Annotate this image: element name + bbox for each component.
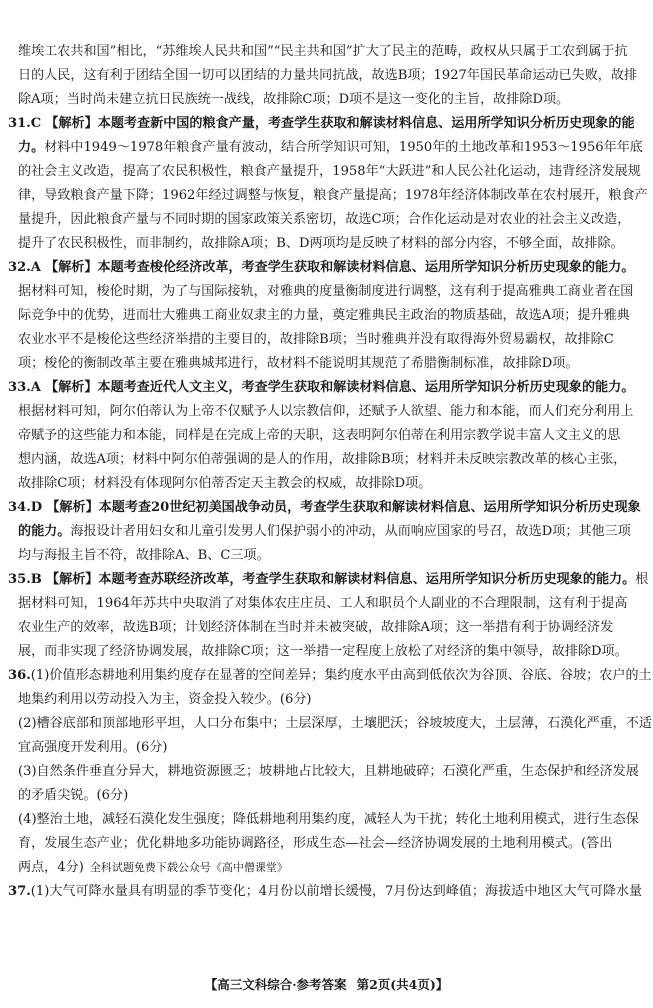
text-line <box>8 232 644 256</box>
analysis-tag: 【解析】 <box>46 572 99 587</box>
text-line <box>8 424 644 448</box>
analysis-tag: 【解析】 <box>45 380 98 395</box>
question-number: 31. <box>8 116 31 131</box>
line-text: 两点，4分) <box>18 860 84 875</box>
bold-text: 力。 <box>18 140 45 155</box>
analysis-tag: 【解析】 <box>45 260 98 275</box>
text-line <box>8 400 644 424</box>
footer-title: 【高三文科综合·参考答案 <box>204 977 347 992</box>
line-text: 提升了农民积极性，而非制约，故排除A项；B、D两项均是反映了材料的部分内容，不够全面，故排除。 <box>18 236 624 251</box>
text-line <box>8 328 644 352</box>
text-line <box>8 616 644 640</box>
text-line <box>8 64 644 88</box>
bold-text: 本题考查近代人文主义，考查学生获取和解读材料信息、运用所学知识分析历史现象的能力。 <box>97 380 635 395</box>
text-line <box>8 184 648 208</box>
text-line <box>8 136 644 160</box>
text-line <box>8 472 644 496</box>
text-line <box>8 280 644 304</box>
line-text: 项；梭伦的衡制改革主要在雅典城邦进行，故材料不能说明其规范了希腊衡制标准，故排除D项。 <box>18 356 579 371</box>
bold-text: 的能力。 <box>18 524 71 539</box>
question-number: 34. <box>8 500 31 515</box>
line-text: (2)槽谷底部和顶部地形平坦，人口分布集中；土层深厚，土壤肥沃；谷坡坡度大，土层薄，石漠化严重，不适 <box>18 716 652 731</box>
line-text: (4)整治土地，减轻石漠化发生强度；降低耕地利用集约度，减轻人为干扰；转化土地利用模式，进行生态保 <box>18 812 639 827</box>
text-line <box>8 664 652 688</box>
footer-page-number: 第2页(共4页)】 <box>356 977 449 992</box>
line-text: 际竞争中的优势，进而壮大雅典工商业奴隶主的力量，奠定雅典民主政治的物质基础，故选A项；提升雅典 <box>18 308 630 323</box>
text-line <box>8 208 644 232</box>
text-line <box>8 160 644 184</box>
bold-text: 本题考查20世纪初美国战争动员，考查学生获取和解读材料信息、运用所学知识分析历史现象 <box>98 500 641 515</box>
line-text: 故排除C项；材料没有体现阿尔伯蒂否定天主教会的权威，故排除D项。 <box>18 476 432 491</box>
text-line <box>8 832 644 856</box>
line-text: 地集约利用以劳动投入为主，资金投入较少。(6分) <box>18 692 312 707</box>
bold-text: 本题考查苏联经济改革，考查学生获取和解读材料信息、运用所学知识分析历史现象的能力。 <box>98 572 636 587</box>
text-line <box>8 808 644 832</box>
analysis-tag: 【解析】 <box>45 116 98 131</box>
line-text: 材料中1949～1978年粮食产量有波动，结合所学知识可知，1950年的土地改革和1953～1956年年底 <box>44 140 643 155</box>
line-text: 据材料可知，1964年苏共中央取消了对集体农庄庄员、工人和职员个人副业的不合理限制，这有利于提高 <box>18 596 628 611</box>
line-text: 农业水平不是梭伦这些经济举措的主要目的，故排除B项；当时雅典并没有取得海外贸易霸权，故排除C <box>18 332 614 347</box>
answer-text-body <box>8 40 652 904</box>
text-line <box>8 736 644 760</box>
analysis-tag: 【解析】 <box>46 500 99 515</box>
question-number: 33. <box>8 380 31 395</box>
watermark-note: 全科试题免费下载公众号《高中僧课堂》 <box>89 861 288 874</box>
line-text: 量提升，因此粮食产量与不同时期的国家政策关系密切，故选C项；合作化运动是对农业的社会主义改造， <box>18 212 631 227</box>
text-line <box>8 304 644 328</box>
text-line <box>8 784 644 808</box>
text-line <box>8 448 644 472</box>
line-text: 海报设计者用妇女和儿童引发男人们保护弱小的冲动，从而响应国家的号召，故选D项；其他三项 <box>70 524 631 539</box>
text-line <box>8 592 644 616</box>
text-line <box>8 760 644 784</box>
text-line <box>8 712 652 736</box>
line-text: 日的人民，这有利于团结全国一切可以团结的力量共同抗战，故选B项；1927年国民革命运动已失败，故排 <box>18 68 638 83</box>
text-line <box>8 352 644 376</box>
line-text: 除A项；当时尚未建立抗日民族统一战线，故排除C项；D项不是这一变化的主旨，故排除D项。 <box>18 92 570 107</box>
text-line <box>8 688 644 712</box>
line-text: 农业生产的效率，故选B项；计划经济体制在当时并未被突破，故排除A项；这一举措有利于协调经济发 <box>18 620 614 635</box>
answer-choice: C <box>30 116 42 131</box>
line-text: 根 <box>635 572 649 587</box>
line-text: 均与海报主旨不符，故排除A、B、C三项。 <box>18 548 270 563</box>
line-text: 维埃工农共和国”相比，“苏维埃人民共和国”“民主共和国”扩大了民主的范畴，政权从只属于工农到属于抗 <box>18 44 628 59</box>
text-line <box>8 544 644 568</box>
line-text: 想内涵，故选A项；材料中阿尔伯蒂强调的是人的作用，故排除B项；材料并未反映宗教改革的核心主张， <box>18 452 627 467</box>
bold-text: 本题考查梭伦经济改革，考查学生获取和解读材料信息、运用所学知识分析历史现象的能力。 <box>97 260 635 275</box>
question-number: 35. <box>8 572 31 587</box>
question-number: 32. <box>8 260 31 275</box>
page-footer <box>0 975 653 993</box>
text-line <box>8 856 644 880</box>
text-line <box>8 88 644 112</box>
line-text: 育，发展生态产业；优化耕地多功能协调路径，形成生态—社会—经济协调发展的土地利用模式。(答出 <box>18 836 613 851</box>
line-text: 的矛盾尖锐。(6分) <box>18 788 129 803</box>
text-line <box>8 496 644 520</box>
line-text: (1)价值形态耕地利用集约度存在显著的空间差异；集约度水平由高到低依次为谷顶、谷底、谷坡；农户的土 <box>30 668 652 683</box>
text-line <box>8 520 644 544</box>
text-line <box>8 256 644 280</box>
line-text: 根据材料可知，阿尔伯蒂认为上帝不仅赋予人以宗教信仰，还赋予人欲望、能力和本能，而人们充分利用上 <box>18 404 634 419</box>
answer-choice: A <box>30 260 41 275</box>
text-line <box>8 112 644 136</box>
line-text: (3)自然条件垂直分异大，耕地资源匮乏；坡耕地占比较大，且耕地破碎；石漠化严重，生态保护和经济发展 <box>18 764 639 779</box>
line-text: 宜高强度开发利用。(6分) <box>18 740 168 755</box>
text-line <box>8 640 644 664</box>
text-line <box>8 376 644 400</box>
answer-choice: B <box>30 572 42 587</box>
question-number: 36. <box>8 668 31 683</box>
text-line <box>8 40 644 64</box>
line-text: 据材料可知，梭伦时期，为了与国际接轨，对雅典的度量衡制度进行调整，这有利于提高雅典工商业者在国 <box>18 284 634 299</box>
bold-text: 本题考查新中国的粮食产量，考查学生获取和解读材料信息、运用所学知识分析历史现象的能 <box>97 116 635 131</box>
line-text: 的社会主义改造，提高了农民积极性，粮食产量提升，1958年“大跃进”和人民公社化运动，违背经济发展规 <box>18 164 641 179</box>
line-text: 帝赋予的这些能力和本能，同样是在完成上帝的天职，这表明阿尔伯蒂在利用宗教学说丰富人文主义的思 <box>18 428 621 443</box>
answer-choice: A <box>30 380 41 395</box>
line-text: (1)大气可降水量具有明显的季节变化；4月份以前增长缓慢，7月份达到峰值；海拔适中地区大气可降水量 <box>30 884 643 899</box>
line-text: 律，导致粮食产量下降；1962年经过调整与恢复，粮食产量提高；1978年经济体制改革在农村展开，粮食产 <box>18 188 648 203</box>
text-line <box>8 880 644 904</box>
line-text: 展，而非实现了经济协调发展，故排除C项；这一举措一定程度上放松了对经济的集中领导，故排除D项。 <box>18 644 628 659</box>
question-number: 37. <box>8 884 31 899</box>
text-line <box>8 568 649 592</box>
answer-choice: D <box>30 500 43 515</box>
